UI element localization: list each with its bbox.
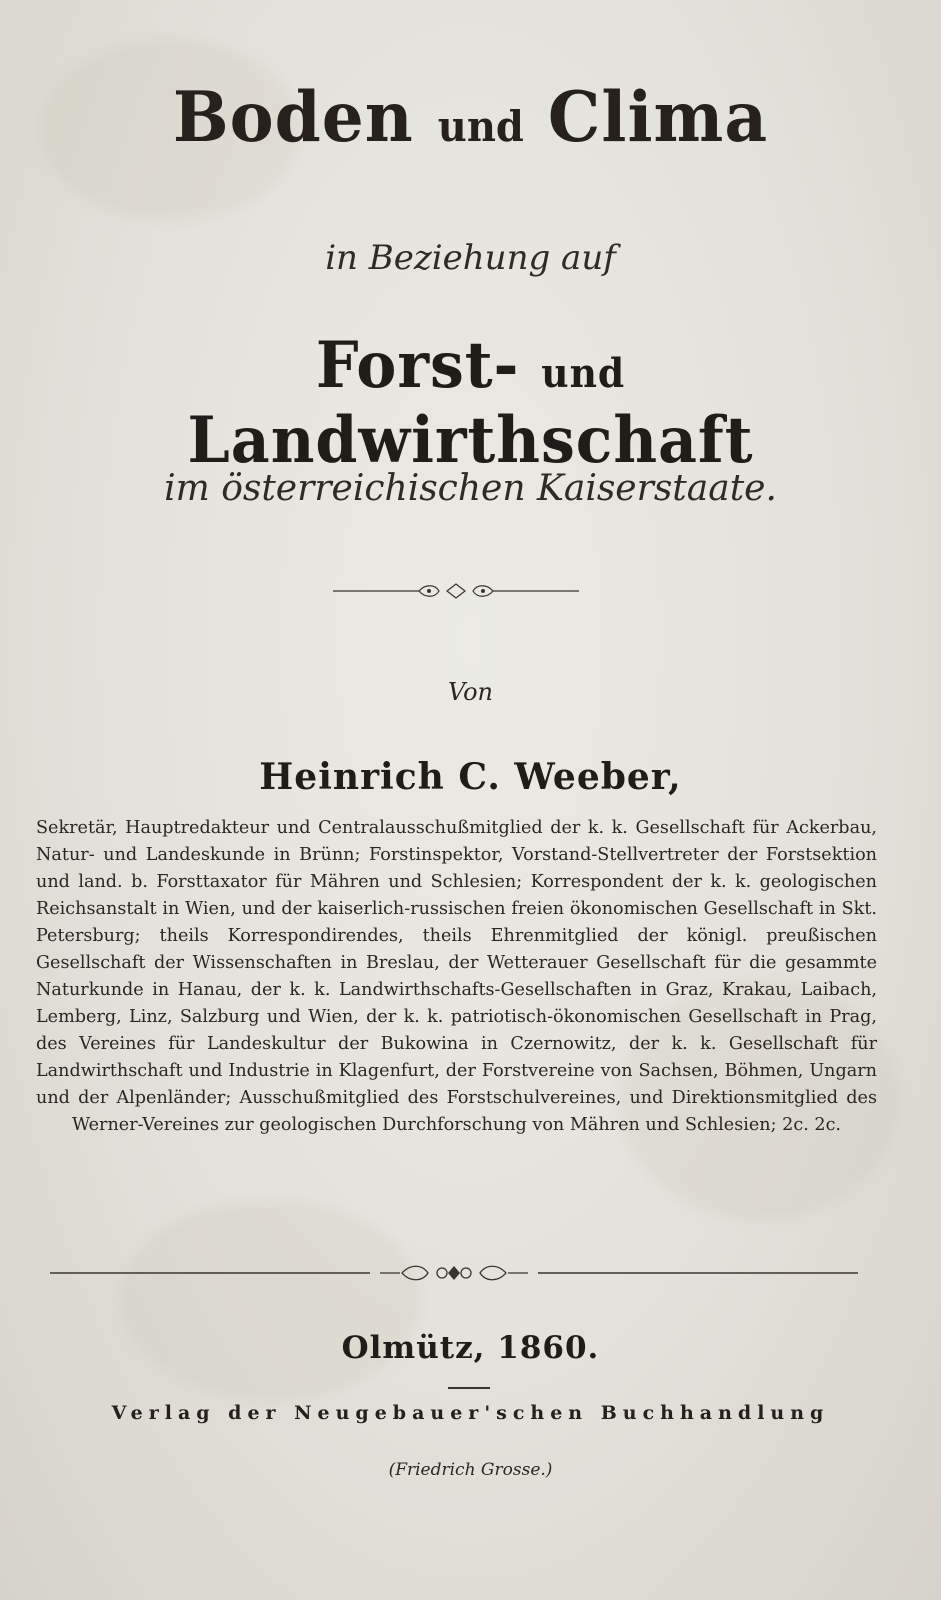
- ornament-divider-bottom: [50, 1260, 858, 1286]
- title-word-boden: Boden: [172, 76, 414, 158]
- title-word-clima: Clima: [547, 76, 769, 158]
- by-label: Von: [447, 678, 494, 706]
- author-name: Heinrich C. Weeber,: [259, 756, 682, 798]
- author-description: Sekretär, Hauptredakteur und Centralausschußmitglied der k. k. Gesellschaft für Ackerbau, Natur- und Landeskunde in Brünn; Forstinspektor, Vorstand-Stellvertreter der Forstsektion und land. b. Forsttaxator für Mähren und Schlesien; Korrespondent der k. k. geologischen Reichsanstalt in Wien, und der kaiserlich-russischen freien ökonomischen Gesellschaft in Skt. Petersburg; theils Korrespondirendes, theils Ehrenmitglied der königl. preußischen Gesellschaft der Wissenschaften in Breslau, der Wetterauer Gesellschaft für die gesammte Naturkunde in Hanau, der k. k. Landwirthschafts-Gesellschaften in Graz, Krakau, Laibach, Lemberg, Linz, Salzburg und Wien, der k. k. patriotisch-ökonomischen Gesellschaft in Prag, des Vereines für Landeskultur der Bukowina in Czernowitz, der k. k. Gesellschaft für Landwirthschaft und Industrie in Klagenfurt, der Forstvereine von Sachsen, Böhmen, Ungarn und der Alpenländer; Ausschußmitglied des Forstschulvereines, und Direktionsmitglied des Werner-Vereines zur geologischen Durchforschung von Mähren und Schlesien; 2c. 2c.: [36, 818, 877, 1135]
- short-divider: [448, 1387, 490, 1389]
- paper-stain: [120, 1200, 420, 1400]
- place-year: Olmütz, 1860.: [341, 1330, 600, 1366]
- publisher-name: (Friedrich Grosse.): [388, 1460, 553, 1480]
- subtitle-line: in Beziehung auf: [325, 238, 616, 278]
- book-title: [0, 76, 941, 158]
- ornament-divider-top: [333, 580, 579, 602]
- main-title: [28, 328, 913, 478]
- region-line: im österreichischen Kaiserstaate.: [164, 468, 777, 509]
- title-word-und: und: [437, 102, 524, 152]
- main-word-landwirthschaft: Landwirthschaft: [187, 403, 754, 478]
- main-word-und: und: [541, 350, 626, 397]
- publisher-line: Verlag der Neugebauer'schen Buchhandlung: [111, 1402, 830, 1424]
- main-word-forst: Forst-: [315, 328, 520, 403]
